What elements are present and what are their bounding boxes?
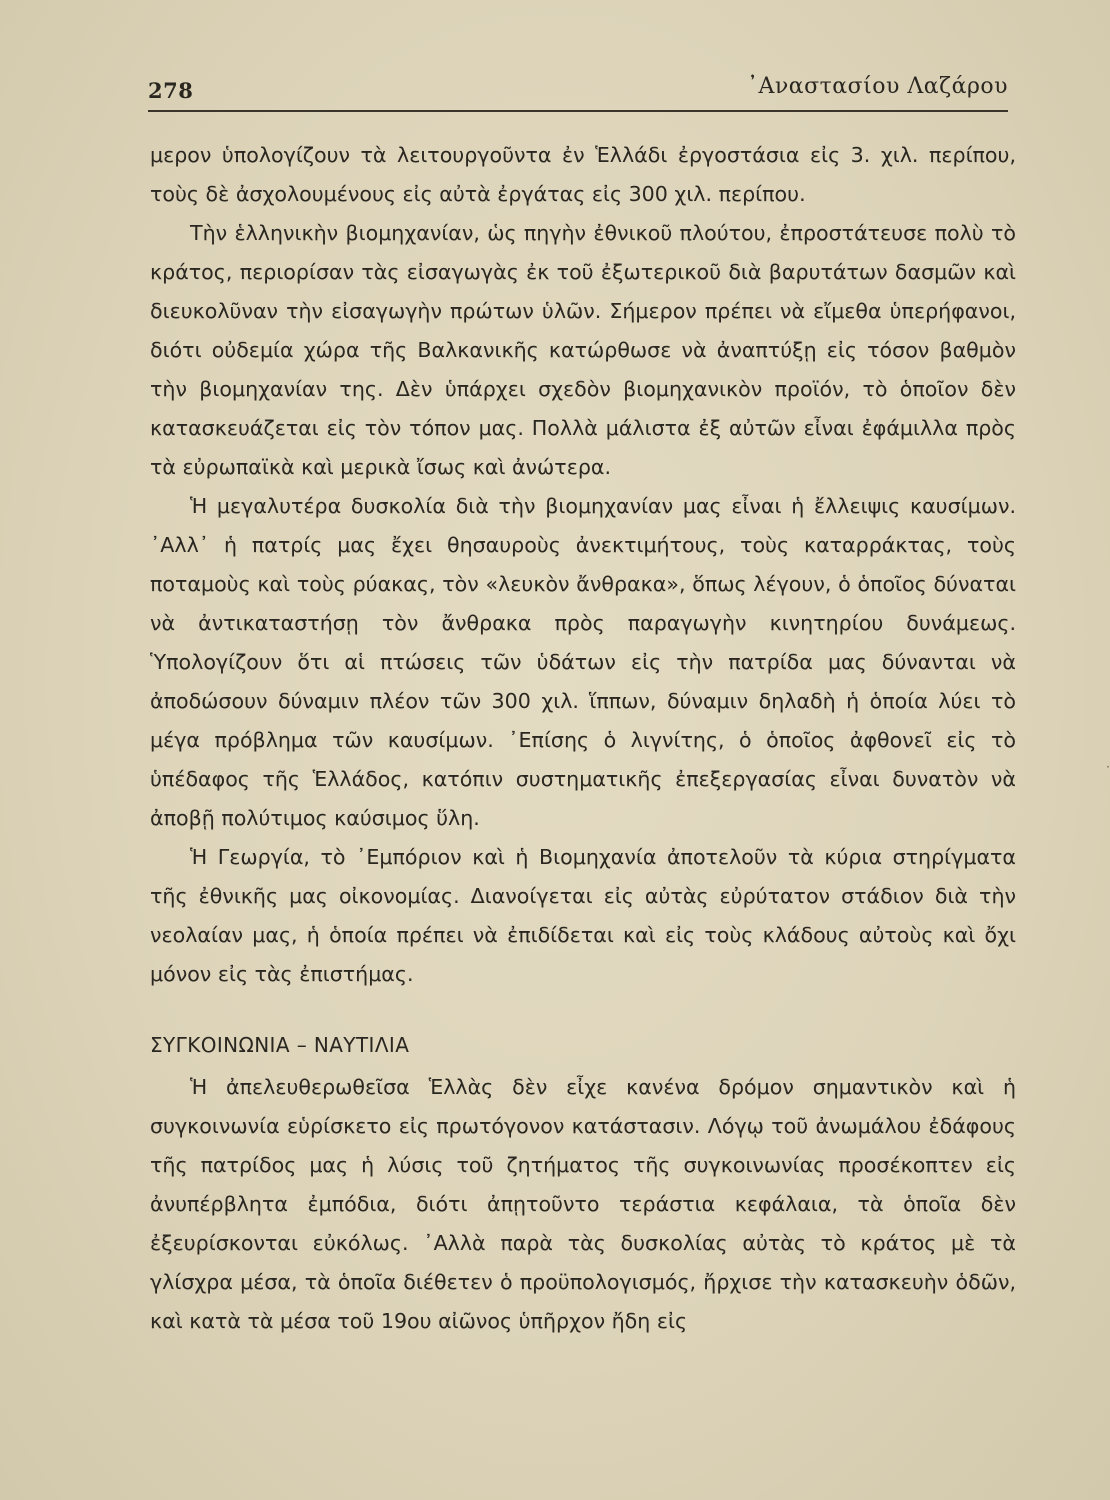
running-title: ᾽Αναστασίου Λαζάρου	[747, 74, 1008, 99]
body-text	[150, 136, 1016, 1341]
paragraph-industry-protection: Τὴν ἑλληνικὴν βιομηχανίαν, ὡς πηγὴν ἐθνικοῦ πλούτου, ἐπροστάτευσε πολὺ τὸ κράτος, περιορίσαν τὰς εἰσαγωγὰς ἐκ τοῦ ἐξωτερικοῦ διὰ βαρυτάτων δασμῶν καὶ διευκολῦναν τὴν εἰσαγωγὴν πρώτων ὑλῶν. Σήμερον πρέπει νὰ εἴμεθα ὑπερήφανοι, διότι οὐδεμία χώρα τῆς Βαλκανικῆς κατώρθωσε νὰ ἀναπτύξῃ εἰς τόσον βαθμὸν τὴν βιομηχανίαν της. Δὲν ὑπάρχει σχεδὸν βιομηχανικὸν προϊόν, τὸ ὁποῖον δὲν κατασκευάζεται εἰς τὸν τόπον μας. Πολλὰ μάλιστα ἐξ αὐτῶν εἶναι ἐφάμιλλα πρὸς τὰ εὐρωπαϊκὰ καὶ μερικὰ ἴσως καὶ ἀνώτερα.	[150, 221, 1016, 479]
page-header	[148, 70, 1008, 112]
page-number: 278	[148, 78, 194, 103]
paragraph-fuel-shortage: Ἡ μεγαλυτέρα δυσκολία διὰ τὴν βιομηχανίαν μας εἶναι ἡ ἔλλειψις καυσίμων. ᾿Αλλ᾿ ἡ πατρίς μας ἔχει θησαυροὺς ἀνεκτιμήτους, τοὺς καταρράκτας, τοὺς ποταμοὺς καὶ τοὺς ρύακας, τὸν «λευκὸν ἄνθρακα», ὅπως λέγουν, ὁ ὁποῖος δύναται νὰ ἀντικαταστήσῃ τὸν ἄνθρακα πρὸς παραγωγὴν κινητηρίου δυνάμεως. Ὑπολογίζουν ὅτι αἱ πτώσεις τῶν ὑδάτων εἰς τὴν πατρίδα μας δύνανται νὰ ἀποδώσουν δύναμιν πλέον τῶν 300 χιλ. ἵππων, δύναμιν δηλαδὴ ἡ ὁποία λύει τὸ μέγα πρόβλημα τῶν καυσίμων. ᾿Επίσης ὁ λιγνίτης, ὁ ὁποῖος ἀφθονεῖ εἰς τὸ ὑπέδαφος τῆς Ἑλλάδος, κατόπιν συστηματικῆς ἐπεξεργασίας εἶναι δυνατὸν νὰ ἀποβῇ πολύτιμος καύσιμος ὕλη.	[150, 494, 1016, 830]
margin-speck: ·	[1106, 760, 1110, 774]
paragraph-economy-pillars: Ἡ Γεωργία, τὸ ᾿Εμπόριον καὶ ἡ Βιομηχανία ἀποτελοῦν τὰ κύρια στηρίγματα τῆς ἐθνικῆς μας οἰκονομίας. Διανοίγεται εἰς αὐτὰς εὐρύτατον στάδιον διὰ τὴν νεολαίαν μας, ἡ ὁποία πρέπει νὰ ἐπιδίδεται καὶ εἰς τοὺς κλάδους αὐτοὺς καὶ ὄχι μόνον εἰς τὰς ἐπιστήμας.	[150, 845, 1016, 986]
paragraph-continuation: μερον ὑπολογίζουν τὰ λειτουργοῦντα ἐν Ἑλλάδι ἐργοστάσια εἰς 3. χιλ. περίπου, τοὺς δὲ ἀσχολουμένους εἰς αὐτὰ ἐργάτας εἰς 300 χιλ. περίπου.	[150, 143, 1016, 206]
paragraph-communications: Ἡ ἀπελευθερωθεῖσα Ἑλλὰς δὲν εἶχε κανένα δρόμον σημαντικὸν καὶ ἡ συγκοινωνία εὑρίσκετο εἰς πρωτόγονον κατάστασιν. Λόγῳ τοῦ ἀνωμάλου ἐδάφους τῆς πατρίδος μας ἡ λύσις τοῦ ζητήματος τῆς συγκοινωνίας προσέκοπτεν εἰς ἀνυπέρβλητα ἐμπόδια, διότι ἀπῃτοῦντο τεράστια κεφάλαια, τὰ ὁποῖα δὲν ἐξευρίσκονται εὐκόλως. ᾿Αλλὰ παρὰ τὰς δυσκολίας αὐτὰς τὸ κράτος μὲ τὰ γλίσχρα μέσα, τὰ ὁποῖα διέθετεν ὁ προϋπολογισμός, ἤρχισε τὴν κατασκευὴν ὁδῶν, καὶ κατὰ τὰ μέσα τοῦ 19ου αἰῶνος ὑπῆρχον ἤδη εἰς	[150, 1075, 1016, 1333]
section-heading: ΣΥΓΚΟΙΝΩΝΙΑ – ΝΑΥΤΙΛΙΑ	[150, 1033, 410, 1057]
